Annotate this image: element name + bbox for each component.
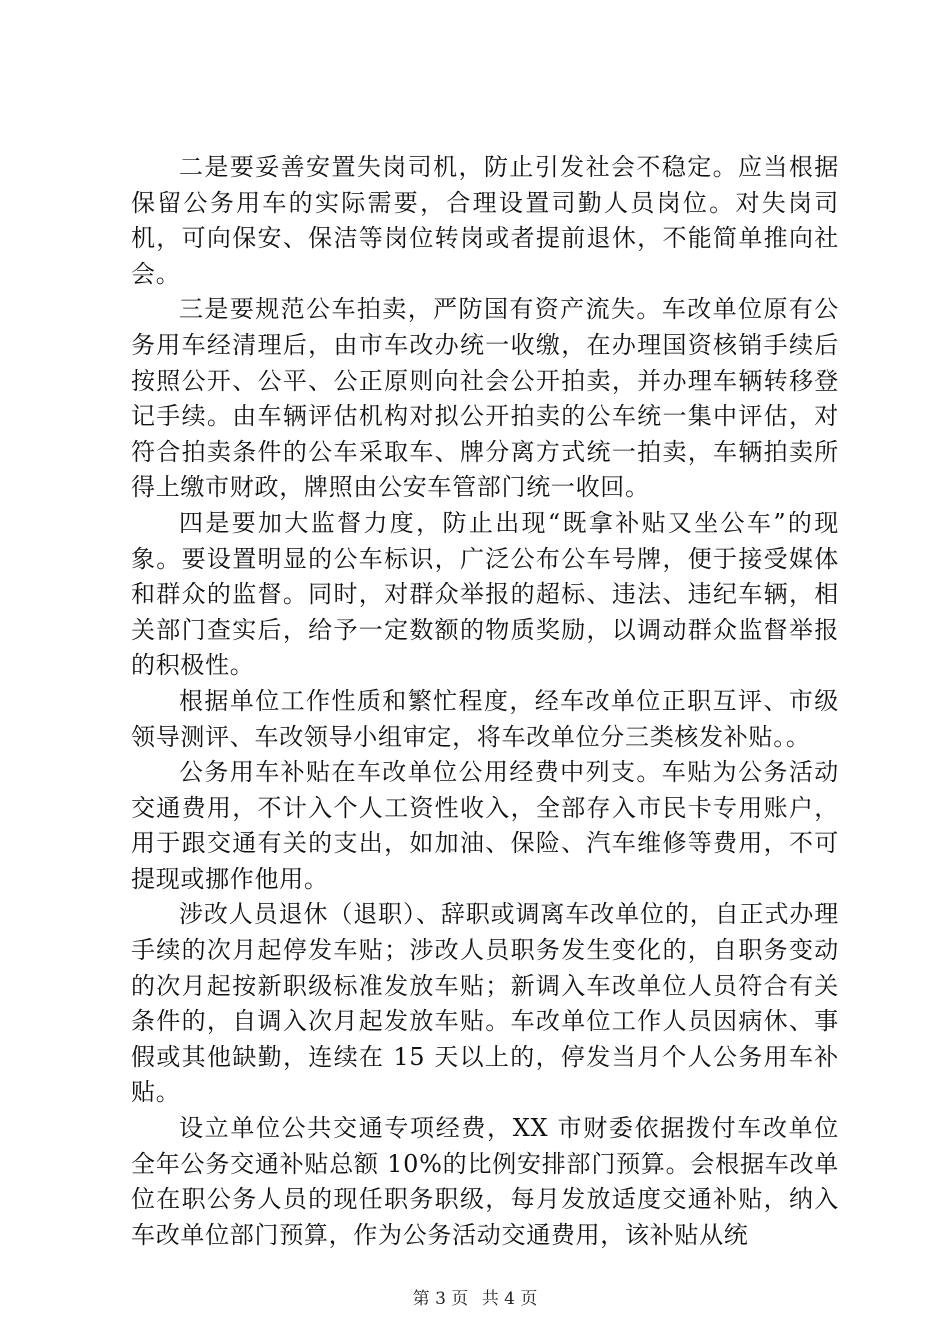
document-body (131, 150, 839, 1253)
paragraph-5: 公务用车补贴在车改单位公用经费中列支。车贴为公务活动交通费用，不计入个人工资性收入，全部存入市民卡专用账户，用于跟交通有关的支出，如加油、保险、汽车维修等费用，不可提现或挪作他用。 (131, 758, 839, 893)
page-footer (0, 1284, 950, 1309)
paragraph-3: 四是要加大监督力度，防止出现“既拿补贴又坐公车”的现象。要设置明显的公车标识，广泛公布公车号牌，便于接受媒体和群众的监督。同时，对群众举报的超标、违法、违纪车辆，相关部门查实后，给予一定数额的物质奖励，以调动群众监督举报的积极性。 (131, 508, 839, 680)
page-number: 第 3 页 (412, 1289, 469, 1309)
paragraph-2: 三是要规范公车拍卖，严防国有资产流失。车改单位原有公务用车经清理后，由市车改办统一收缴，在办理国资核销手续后按照公开、公平、公正原则向社会公开拍卖，并办理车辆转移登记手续。由车辆评估机构对拟公开拍卖的公车统一集中评估，对符合拍卖条件的公车采取车、牌分离方式统一拍卖，车辆拍卖所得上缴市财政，牌照由公安车管部门统一收回。 (131, 295, 839, 502)
paragraph-1: 二是要妥善安置失岗司机，防止引发社会不稳定。应当根据保留公务用车的实际需要，合理设置司勤人员岗位。对失岗司机，可向保安、保洁等岗位转岗或者提前退休，不能简单推向社会。 (131, 153, 839, 288)
page-total: 共 4 页 (481, 1289, 538, 1309)
paragraph-4: 根据单位工作性质和繁忙程度，经车改单位正职互评、市级领导测评、车改领导小组审定，将车改单位分三类核发补贴。。 (131, 686, 839, 751)
paragraph-6: 涉改人员退休（退职）、辞职或调离车改单位的，自正式办理手续的次月起停发车贴；涉改人员职务发生变化的，自职务变动的次月起按新职级标准发放车贴；新调入车改单位人员符合有关条件的，自调入次月起发放车贴。车改单位工作人员因病休、事假或其他缺勤，连续在 15 天以上的，停发当月个人公务用车补贴。 (131, 900, 839, 1107)
paragraph-7: 设立单位公共交通专项经费，XX 市财委依据拨付车改单位全年公务交通补贴总额 10%的比例安排部门预算。会根据车改单位在职公务人员的现任职务职级，每月发放适度交通补贴，纳入车改单位部门预算，作为公务活动交通费用，该补贴从统 (131, 1114, 839, 1249)
